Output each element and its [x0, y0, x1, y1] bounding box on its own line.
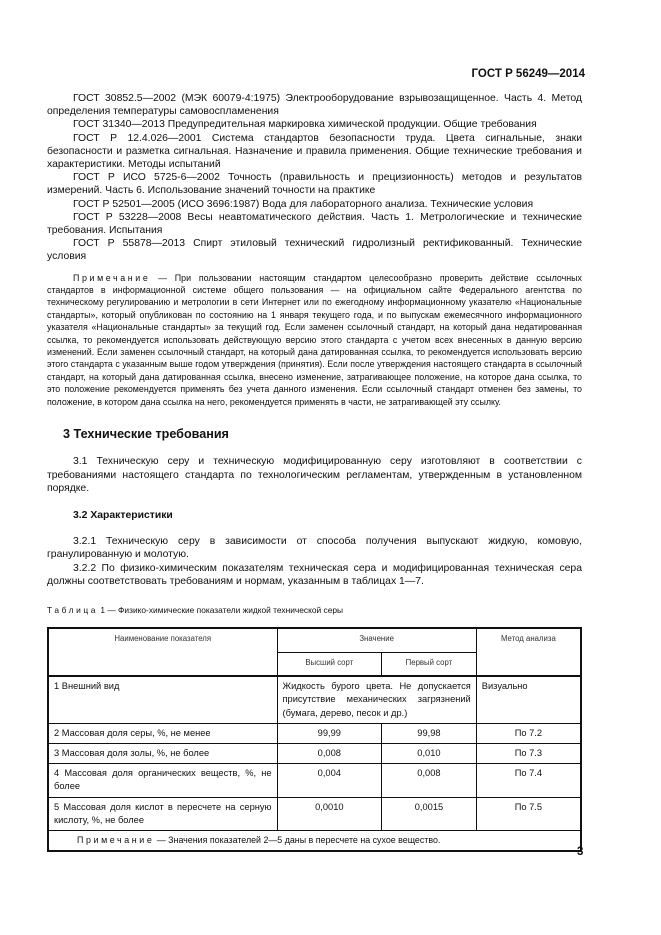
reference-item: ГОСТ Р 53228—2008 Весы неавтоматического действия. Часть 1. Метрологические и технические требования. Испытания — [47, 211, 582, 237]
page-body — [47, 92, 582, 852]
cell-top-grade: 0,0010 — [277, 797, 382, 830]
table-row — [48, 764, 581, 797]
table-header-row — [48, 628, 581, 652]
reference-item: ГОСТ 31340—2013 Предупредительная маркировка химической продукции. Общие требования — [73, 119, 537, 131]
table-footnote — [48, 830, 581, 851]
table-row — [48, 743, 581, 763]
cell-top-grade: 0,004 — [277, 764, 382, 797]
table-1 — [47, 627, 582, 852]
reference-item: ГОСТ Р 55878—2013 Спирт этиловый технический гидролизный ректификованный. Технические условия — [47, 238, 582, 263]
subsection-heading: 3.2 Характеристики — [73, 509, 173, 521]
reference-item: ГОСТ Р 52501—2005 (ИСО 3696:1987) Вода для лабораторного анализа. Технические условия — [73, 198, 534, 210]
note-label: Примечание — [73, 272, 151, 283]
cell-method: По 7.3 — [476, 743, 581, 763]
table-footnote-row — [48, 830, 581, 851]
reference-item: ГОСТ 30852.5—2002 (МЭК 60079-4:1975) Электрооборудование взрывозащищенное. Часть 4. Метод определения температуры самовоспламенения — [47, 93, 582, 118]
cell-name: 2 Массовая доля серы, %, не менее — [48, 723, 277, 743]
cell-first-grade: 0,008 — [382, 764, 477, 797]
cell-name: 5 Массовая доля кислот в пересчете на серную кислоту, %, не более — [48, 797, 277, 830]
page-number: 3 — [577, 846, 584, 858]
cell-first-grade: 0,010 — [382, 743, 477, 763]
table-footnote-label: Примечание — [77, 834, 155, 845]
cell-first-grade: 99,98 — [382, 723, 477, 743]
section-heading: 3 Технические требования — [63, 427, 229, 442]
cell-value: Жидкость бурого цвета. Не допускается присутствие механических загрязнений (бумага, дерево, песок и др.) — [277, 676, 476, 723]
note-text: — При пользовании настоящим стандартом целесообразно проверить действие ссылочных стандартов в информационной системе общего пользования — на официальном сайте Федерального агентства по техническому регулированию и метрологии в сети Интернет или по ежегодному информационному указателю «Национальные стандарты», который опубликован по состоянию на 1 января текущего года, и по выпускам ежемесячного информационного указателя «Национальные стандарты» за текущий год. Если заменен ссылочный стандарт, на который дана недатированная ссылка, то рекомендуется использовать действующую версию этого стандарта с учетом всех внесенных в данную версию изменений. Если заменен ссылочный стандарт, на который дана датированная ссылка, то рекомендуется использовать версию этого стандарта с указанным выше годом утверждения (принятия). Если после утверждения настоящего стандарта в ссылочный стандарт, на который дана датированная ссылка, внесено изменение, затрагивающее положение, на которое дана ссылка, то это положение рекомендуется применять без учета данного изменения. Если ссылочный стандарт отменен без замены, то положение, в котором дана ссылка на него, рекомендуется применять в части, не затрагивающей эту ссылку. — [47, 272, 582, 407]
cell-top-grade: 0,008 — [277, 743, 382, 763]
cell-method: Визуально — [476, 676, 581, 723]
table-caption-text: 1 — Физико-химические показатели жидкой технической серы — [98, 604, 344, 615]
cell-top-grade: 99,99 — [277, 723, 382, 743]
table-row — [48, 723, 581, 743]
table-footnote-text: — Значения показателей 2—5 даны в пересчете на сухое вещество. — [154, 834, 441, 845]
reference-item: ГОСТ Р 12.4.026—2001 Система стандартов безопасности труда. Цвета сигнальные, знаки безопасности и разметка сигнальная. Назначение и правила применения. Общие технические требования и характеристики. Методы испытаний — [47, 132, 582, 171]
table-caption-label: Таблица — [47, 604, 99, 615]
paragraph-3-2-1: 3.2.1 Техническую серу в зависимости от способа получения выпускают жидкую, комовую, гранулированную и молотую. — [47, 536, 582, 561]
document-header-id: ГОСТ Р 56249—2014 — [471, 68, 585, 80]
cell-first-grade: 0,0015 — [382, 797, 477, 830]
table-row — [48, 797, 581, 830]
reference-item: ГОСТ Р ИСО 5725-6—2002 Точность (правильность и прецизионность) методов и результатов измерений. Часть 6. Использование значений точности на практике — [47, 172, 582, 197]
cell-method: По 7.2 — [476, 723, 581, 743]
column-header-value: Значение — [277, 628, 476, 652]
references-note — [47, 272, 582, 408]
table-row — [48, 676, 581, 723]
cell-name: 1 Внешний вид — [48, 676, 277, 723]
column-header-method: Метод анализа — [476, 628, 581, 676]
cell-name: 3 Массовая доля золы, %, не более — [48, 743, 277, 763]
paragraph-3-1: 3.1 Техническую серу и техническую модифицированную серу изготовляют в соответствии с требованиями настоящего стандарта по технологическим регламентам, утвержденным в установленном порядке. — [47, 456, 582, 494]
column-header-top-grade: Высший сорт — [277, 652, 382, 676]
paragraph-3-2-2: 3.2.2 По физико-химическим показателям техническая сера и модифицированная техническая сера должны соответствовать требованиям и нормам, указанным в таблицах 1—7. — [47, 562, 582, 587]
cell-method: По 7.4 — [476, 764, 581, 797]
column-header-name: Наименование показателя — [48, 628, 277, 676]
column-header-first-grade: Первый сорт — [382, 652, 477, 676]
cell-name: 4 Массовая доля органических веществ, %, не более — [48, 764, 277, 797]
table-caption — [47, 604, 582, 617]
cell-method: По 7.5 — [476, 797, 581, 830]
